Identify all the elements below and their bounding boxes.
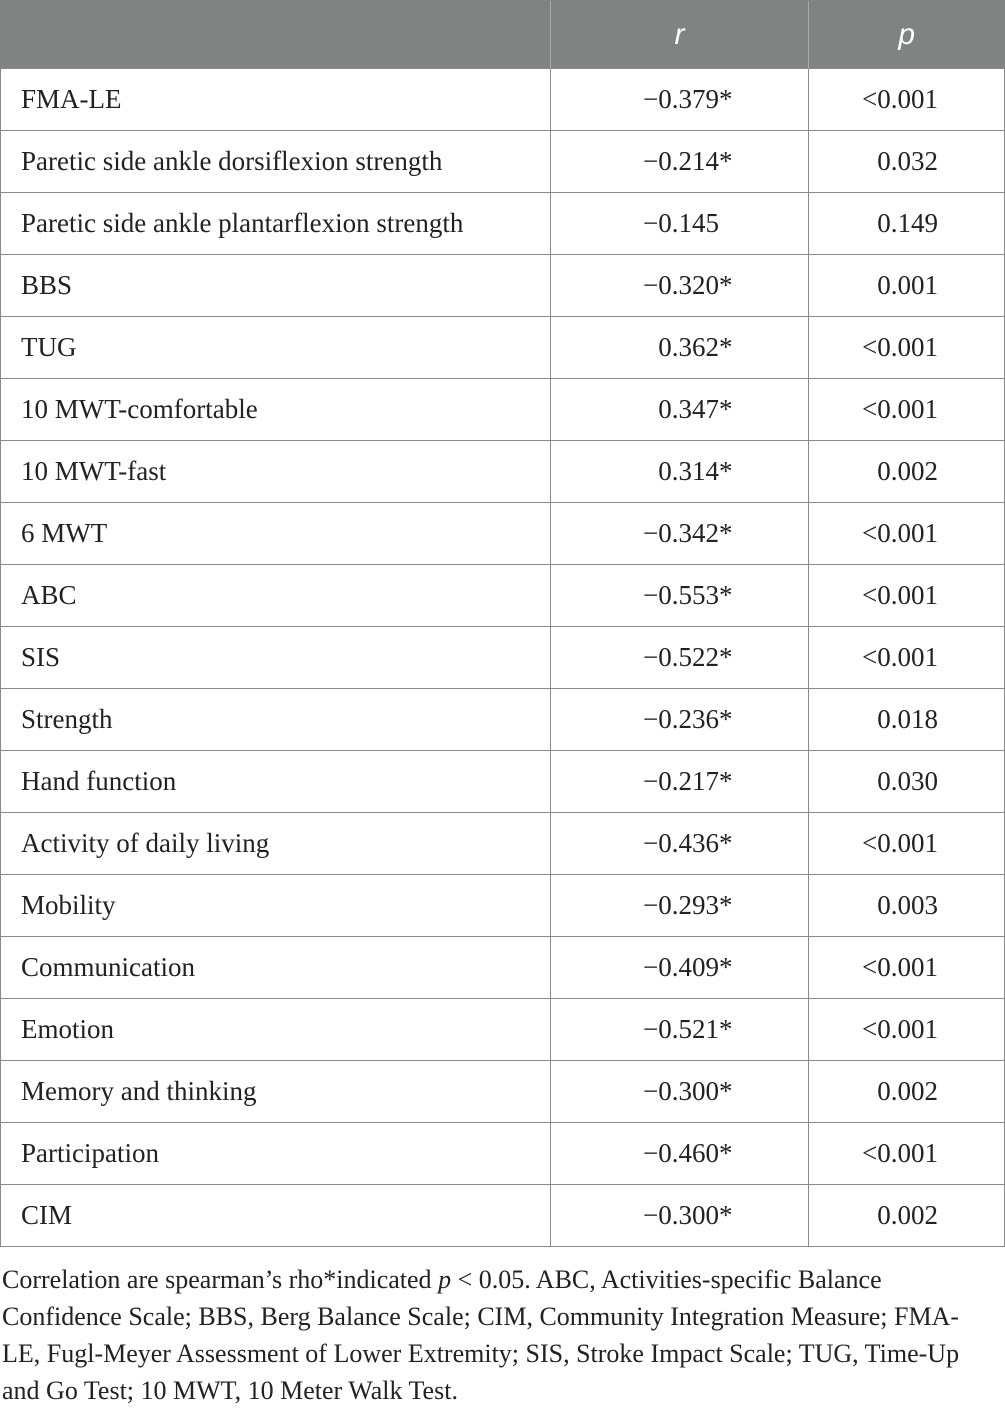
row-label: 10 MWT-fast (1, 441, 551, 503)
row-label: Communication (1, 937, 551, 999)
row-p (809, 1123, 1005, 1185)
table-footnote (2, 1261, 992, 1409)
row-label: Paretic side ankle plantarflexion strength (1, 193, 551, 255)
table-row (1, 131, 1005, 193)
table-header (1, 1, 1005, 69)
r-value: −0.342 (643, 518, 719, 548)
table-row (1, 1061, 1005, 1123)
table-row (1, 1185, 1005, 1247)
p-value: <0.001 (862, 952, 938, 982)
significance-marker: * (719, 952, 733, 982)
r-value: −0.300 (643, 1200, 719, 1230)
row-p (809, 379, 1005, 441)
row-r (551, 875, 809, 937)
p-value: 0.030 (877, 766, 938, 796)
row-r (551, 1061, 809, 1123)
p-value: 0.002 (877, 1076, 938, 1106)
p-value: 0.002 (877, 456, 938, 486)
row-r (551, 627, 809, 689)
significance-marker: * (719, 394, 733, 424)
p-value: <0.001 (862, 84, 938, 114)
p-value: <0.001 (862, 394, 938, 424)
row-p (809, 937, 1005, 999)
p-value: <0.001 (862, 518, 938, 548)
p-value: <0.001 (862, 1138, 938, 1168)
table-row (1, 999, 1005, 1061)
r-value: −0.300 (643, 1076, 719, 1106)
table-row (1, 627, 1005, 689)
row-label: Hand function (1, 751, 551, 813)
table-row (1, 503, 1005, 565)
significance-marker: * (719, 766, 733, 796)
row-label: Strength (1, 689, 551, 751)
row-p (809, 1185, 1005, 1247)
row-p (809, 193, 1005, 255)
row-p (809, 503, 1005, 565)
significance-marker: * (719, 456, 733, 486)
significance-marker: * (719, 146, 733, 176)
table-row (1, 379, 1005, 441)
row-p (809, 627, 1005, 689)
table-body (1, 69, 1005, 1247)
row-r (551, 689, 809, 751)
footnote-text-rest: < 0.05. ABC, Activities-specific Balance Confidence Scale; BBS, Berg Balance Scale; CIM, Community Integration Measure; FMA-LE, Fugl-Meyer Assessment of Lower Extremity; SIS, Stroke Impact Scale; TUG, Time-Up and Go Test; 10 MWT, 10 Meter Walk Test. (2, 1265, 960, 1405)
row-r (551, 565, 809, 627)
r-value: −0.436 (643, 828, 719, 858)
table-row (1, 689, 1005, 751)
row-label: CIM (1, 1185, 551, 1247)
table-row (1, 1123, 1005, 1185)
row-label: TUG (1, 317, 551, 379)
table-row (1, 255, 1005, 317)
significance-marker: * (719, 1076, 733, 1106)
header-p: p (809, 1, 1005, 69)
table-row (1, 317, 1005, 379)
significance-marker: * (719, 890, 733, 920)
footnote-text-start: Correlation are spearman’s rho*indicated (2, 1265, 439, 1294)
r-value: −0.214 (643, 146, 719, 176)
row-p (809, 131, 1005, 193)
header-r: r (551, 1, 809, 69)
p-value: 0.149 (877, 208, 938, 238)
row-label: Mobility (1, 875, 551, 937)
significance-marker: * (719, 1138, 733, 1168)
significance-marker: * (719, 642, 733, 672)
row-label: 6 MWT (1, 503, 551, 565)
p-value: 0.003 (877, 890, 938, 920)
row-r (551, 379, 809, 441)
r-value: 0.314 (658, 456, 719, 486)
row-label: Paretic side ankle dorsiflexion strength (1, 131, 551, 193)
row-label: Emotion (1, 999, 551, 1061)
row-r (551, 813, 809, 875)
p-value: 0.001 (877, 270, 938, 300)
r-value: −0.217 (643, 766, 719, 796)
row-p (809, 999, 1005, 1061)
table-row (1, 193, 1005, 255)
table-row (1, 875, 1005, 937)
significance-marker: * (719, 270, 733, 300)
row-label: Activity of daily living (1, 813, 551, 875)
row-r (551, 1185, 809, 1247)
row-r (551, 751, 809, 813)
row-p (809, 317, 1005, 379)
p-value: <0.001 (862, 332, 938, 362)
r-value: 0.347 (658, 394, 719, 424)
p-value: 0.002 (877, 1200, 938, 1230)
r-value: −0.522 (643, 642, 719, 672)
header-variable (1, 1, 551, 69)
p-value: <0.001 (862, 1014, 938, 1044)
r-value: −0.293 (643, 890, 719, 920)
row-label: Participation (1, 1123, 551, 1185)
r-value: −0.553 (643, 580, 719, 610)
r-value: −0.409 (643, 952, 719, 982)
p-value: 0.032 (877, 146, 938, 176)
row-r (551, 317, 809, 379)
r-value: −0.145 (643, 208, 719, 238)
r-value: −0.320 (643, 270, 719, 300)
table-row (1, 441, 1005, 503)
row-r (551, 441, 809, 503)
row-label: ABC (1, 565, 551, 627)
row-r (551, 1123, 809, 1185)
row-p (809, 255, 1005, 317)
row-r (551, 69, 809, 131)
p-value: <0.001 (862, 642, 938, 672)
table-row (1, 937, 1005, 999)
table-row (1, 69, 1005, 131)
row-p (809, 689, 1005, 751)
row-r (551, 999, 809, 1061)
table-row (1, 813, 1005, 875)
row-label: Memory and thinking (1, 1061, 551, 1123)
row-r (551, 193, 809, 255)
table-row (1, 565, 1005, 627)
r-value: 0.362 (658, 332, 719, 362)
significance-marker: * (719, 704, 733, 734)
row-p (809, 751, 1005, 813)
significance-marker: * (719, 518, 733, 548)
significance-marker: * (719, 1014, 733, 1044)
row-p (809, 813, 1005, 875)
p-value: <0.001 (862, 580, 938, 610)
significance-marker: * (719, 580, 733, 610)
row-r (551, 503, 809, 565)
significance-marker: * (719, 828, 733, 858)
significance-marker: * (719, 1200, 733, 1230)
r-value: −0.236 (643, 704, 719, 734)
row-label: 10 MWT-comfortable (1, 379, 551, 441)
r-value: −0.521 (643, 1014, 719, 1044)
row-label: SIS (1, 627, 551, 689)
row-p (809, 1061, 1005, 1123)
row-r (551, 937, 809, 999)
p-value: <0.001 (862, 828, 938, 858)
r-value: −0.460 (643, 1138, 719, 1168)
row-p (809, 875, 1005, 937)
header-row (1, 1, 1005, 69)
p-value: 0.018 (877, 704, 938, 734)
row-r (551, 131, 809, 193)
significance-marker: * (719, 332, 733, 362)
row-p (809, 441, 1005, 503)
row-p (809, 69, 1005, 131)
row-p (809, 565, 1005, 627)
footnote-p-symbol: p (438, 1265, 452, 1294)
table-row (1, 751, 1005, 813)
row-label: FMA-LE (1, 69, 551, 131)
row-r (551, 255, 809, 317)
row-label: BBS (1, 255, 551, 317)
significance-marker: * (719, 84, 733, 114)
r-value: −0.379 (643, 84, 719, 114)
